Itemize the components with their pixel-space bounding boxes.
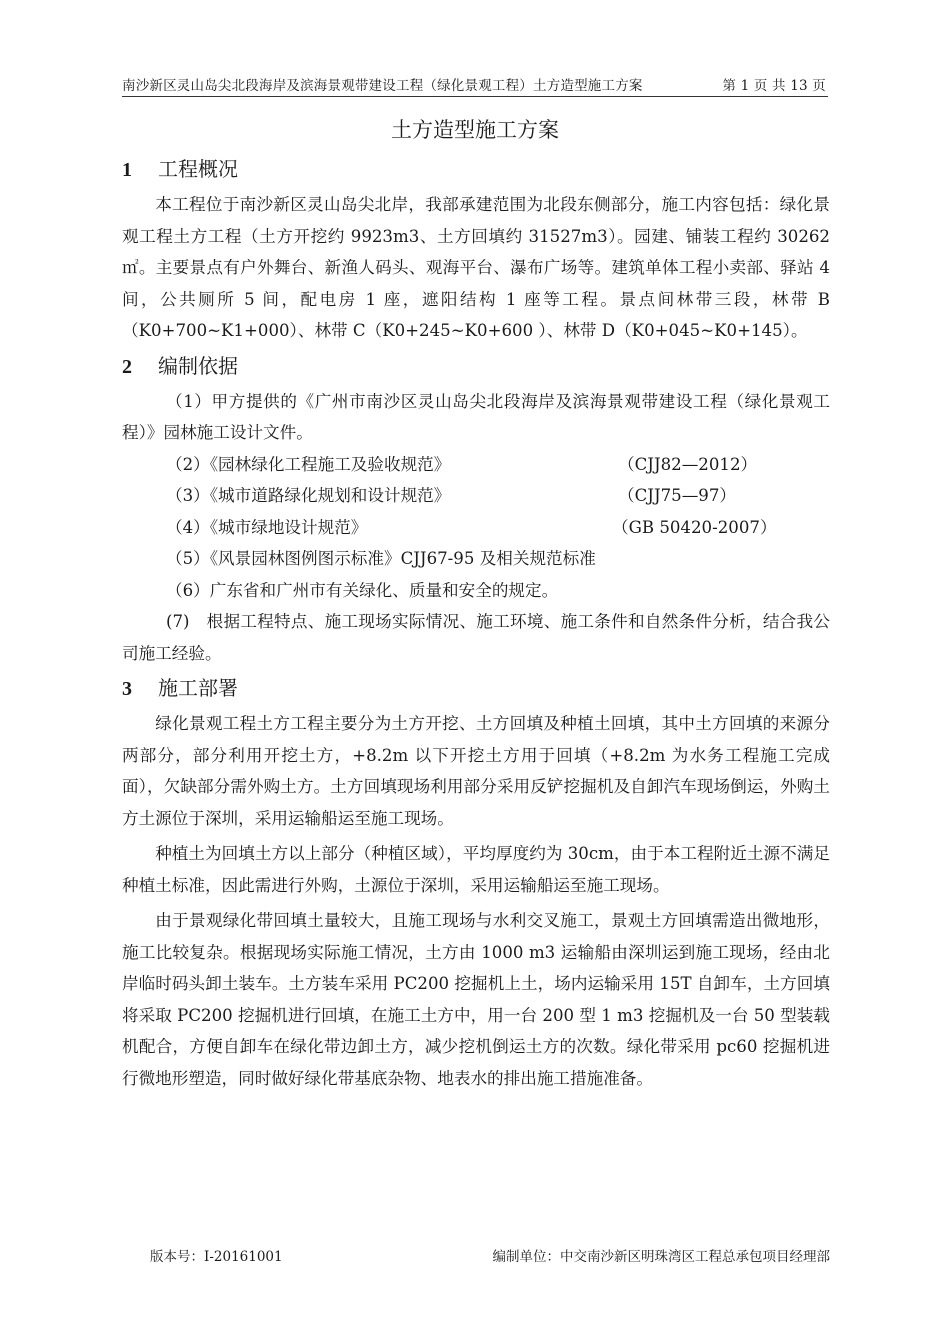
- reference-item-7: (7) 根据工程特点、施工现场实际情况、施工环境、施工条件和自然条件分析，结合我公司施工经验。: [122, 612, 830, 663]
- section-title: 施工部署: [158, 676, 238, 700]
- section-number: 3: [122, 678, 132, 700]
- reference-code: （GB 50420-2007）: [612, 517, 777, 537]
- reference-item-1: （1）甲方提供的《广州市南沙区灵山岛尖北段海岸及滨海景观带建设工程（绿化景观工程）》园林施工设计文件。: [122, 391, 830, 442]
- paragraph: 本工程位于南沙新区灵山岛尖北岸，我部承建范围为北段东侧部分，施工内容包括：绿化景观工程土方工程（土方开挖约 9923m3、土方回填约 31527m3）。园建、铺装工程约 30262 ㎡。主要景点有户外舞台、新渔人码头、观海平台、瀑布广场等。建筑单体工程小卖部、驿站 4 间，公共厕所 5 间，配电房 1 座，遮阳结构 1 座等工程。景点间林带三段，林带 B（K0+700~K1+000）、林带 C（K0+245~K0+600 ）、林带 D（K0+045~K0+145）。: [122, 195, 830, 340]
- document-body: [122, 150, 830, 1094]
- paragraph: 绿化景观工程土方工程主要分为土方开挖、土方回填及种植土回填，其中土方回填的来源分两部分，部分利用开挖土方，+8.2m 以下开挖土方用于回填（+8.2m 为水务工程施工完成面），欠缺部分需外购土方。土方回填现场利用部分采用反铲挖掘机及自卸汽车现场倒运，外购土方土源位于深圳，采用运输船运至施工现场。: [122, 714, 830, 828]
- section-number: 2: [122, 355, 132, 378]
- footer-organization: 编制单位：中交南沙新区明珠湾区工程总承包项目经理部: [492, 1249, 830, 1265]
- reference-title: （2）《园林绿化工程施工及验收规范》: [166, 454, 451, 474]
- reference-item-2: [122, 449, 830, 481]
- document-title: 土方造型施工方案: [391, 118, 559, 142]
- page-header: [122, 72, 828, 97]
- section-number: 1: [122, 159, 132, 181]
- reference-item-6: （6）广东省和广州市有关绿化、质量和安全的规定。: [166, 580, 559, 600]
- reference-title: （3）《城市道路绿化规划和设计规范》: [166, 486, 451, 505]
- section-heading-2: [122, 347, 830, 386]
- reference-item-3: [122, 480, 830, 512]
- header-page-info: 第 1 页 共 13 页: [722, 78, 826, 94]
- paragraph: 由于景观绿化带回填土量较大，且施工现场与水利交叉施工，景观土方回填需造出微地形，施工比较复杂。根据现场实际施工情况，土方由 1000 m3 运输船由深圳运到施工现场，经由北岸临时码头卸土装车。土方装车采用 PC200 挖掘机上土，场内运输采用 15T 自卸车，土方回填将采取 PC200 挖掘机进行回填，在施工土方中，用一台 200 型 1 m3 挖掘机及一台 50 型装载机配合，方便自卸车在绿化带边卸土方，减少挖机倒运土方的次数。绿化带采用 pc60 挖掘机进行微地形塑造，同时做好绿化带基底杂物、地表水的排出施工措施准备。: [122, 911, 830, 1088]
- section-heading-1: [122, 150, 830, 189]
- header-project-title: 南沙新区灵山岛尖北段海岸及滨海景观带建设工程（绿化景观工程）土方造型施工方案: [122, 78, 643, 94]
- reference-item-4: [122, 512, 830, 544]
- paragraph: 种植土为回填土方以上部分（种植区域），平均厚度约为 30cm，由于本工程附近土源不满足种植土标准，因此需进行外购，土源位于深圳，采用运输船运至施工现场。: [122, 844, 830, 895]
- reference-item-5: （5）《风景园林图例图示标准》CJJ67-95 及相关规范标准: [166, 549, 596, 568]
- reference-title: （4）《城市绿地设计规范》: [166, 517, 368, 537]
- section-title: 编制依据: [158, 353, 238, 378]
- footer-version: 版本号：I-20161001: [150, 1249, 283, 1265]
- reference-code: （CJJ75—97）: [618, 486, 737, 505]
- section-heading-3: [122, 669, 830, 708]
- section-title: 工程概况: [158, 157, 238, 181]
- reference-code: （CJJ82—2012）: [618, 454, 758, 474]
